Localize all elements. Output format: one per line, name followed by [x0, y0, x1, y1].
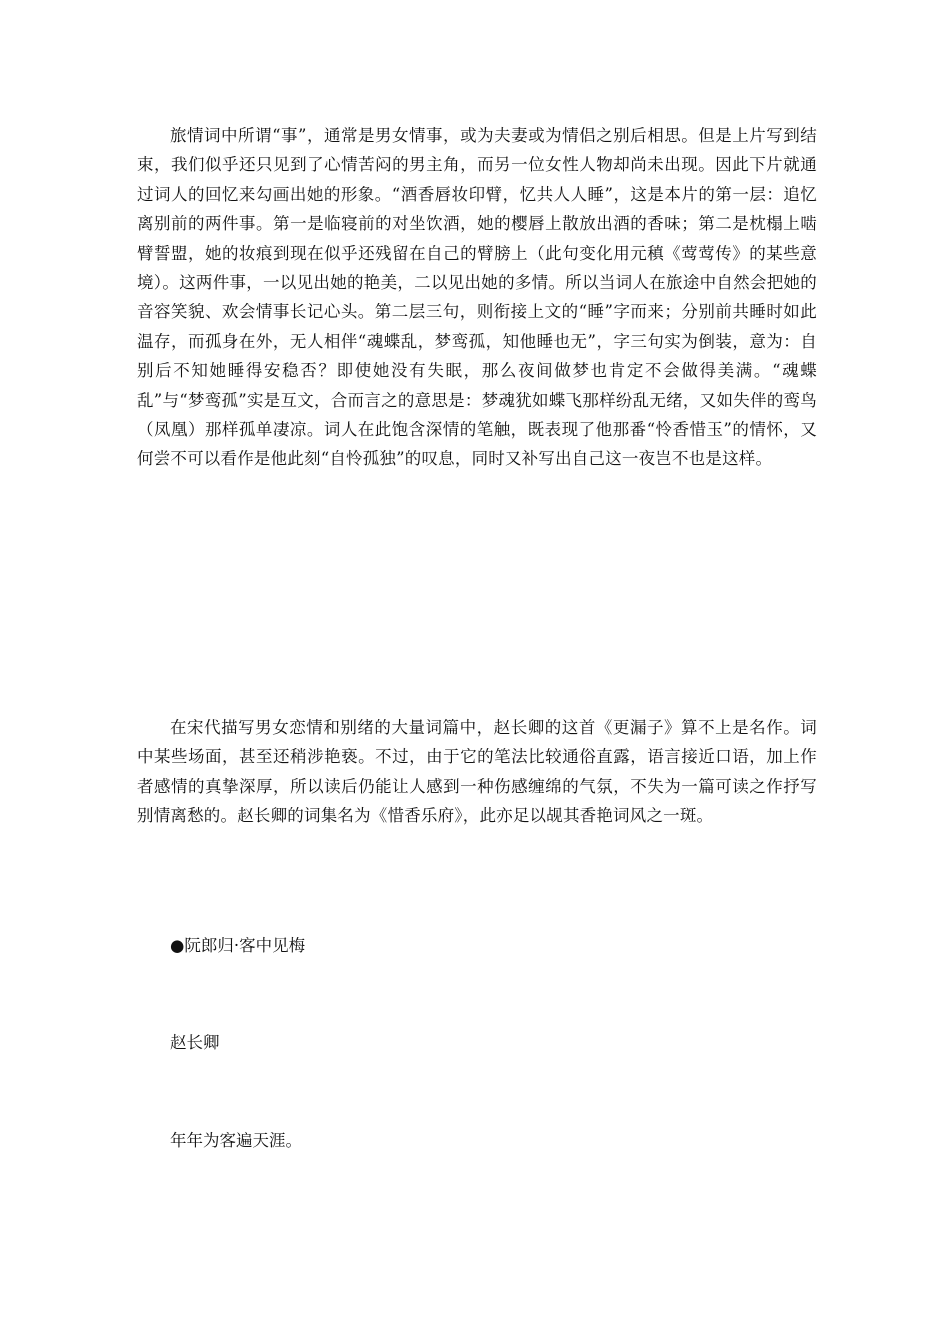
poem-author: 赵长卿: [170, 1033, 220, 1052]
commentary-paragraph-2: 在宋代描写男女恋情和别绪的大量词篇中，赵长卿的这首《更漏子》算不上是名作。词中某些场面，甚至还稍涉艳亵。不过，由于它的笔法比较通俗直露，语言接近口语，加上作者感情的真挚深厚，所以读后仍能让人感到一种伤感缠绵的气氛，不失为一篇可读之作抒写别情离愁的。赵长卿的词集名为《惜香乐府》，此亦足以觇其香艳词风之一斑。: [137, 718, 817, 826]
commentary-paragraph-1: 旅情词中所谓“事”，通常是男女情事，或为夫妻或为情侣之别后相思。但是上片写到结束，我们似乎还只见到了心情苦闷的男主角，而另一位女性人物却尚未出现。因此下片就通过词人的回忆来勾画出她的形象。“酒香唇妆印臂，忆共人人睡”，这是本片的第一层：追忆离别前的两件事。第一是临寝前的对坐饮酒，她的樱唇上散放出酒的香味；第二是枕榻上啮臂誓盟，她的妆痕到现在似乎还残留在自己的臂膀上（此句变化用元稹《莺莺传》的某些意境）。这两件事，一以见出她的艳美，二以见出她的多情。所以当词人在旅途中自然会把她的音容笑貌、欢会情事长记心头。第二层三句，则衔接上文的“睡”字而来；分别前共睡时如此温存，而孤身在外，无人相伴“魂蝶乱，梦鸾孤，知他睡也无”，字三句实为倒装，意为：自别后不知她睡得安稳否？即使她没有失眠，那么夜间做梦也肯定不会做得美满。“魂蝶乱”与“梦鸾孤”实是互文，合而言之的意思是：梦魂犹如蝶飞那样纷乱无绪，又如失伴的鸾鸟（凤凰）那样孤单凄凉。词人在此饱含深情的笔触，既表现了他那番“怜香惜玉”的情怀，又何尝不可以看作是他此刻“自怜孤独”的叹息，同时又补写出自己这一夜岂不也是这样。: [137, 126, 817, 469]
poem-heading: ●阮郎归·客中见梅: [170, 936, 306, 955]
poem-line-1: 年年为客遍天涯。: [170, 1131, 302, 1150]
